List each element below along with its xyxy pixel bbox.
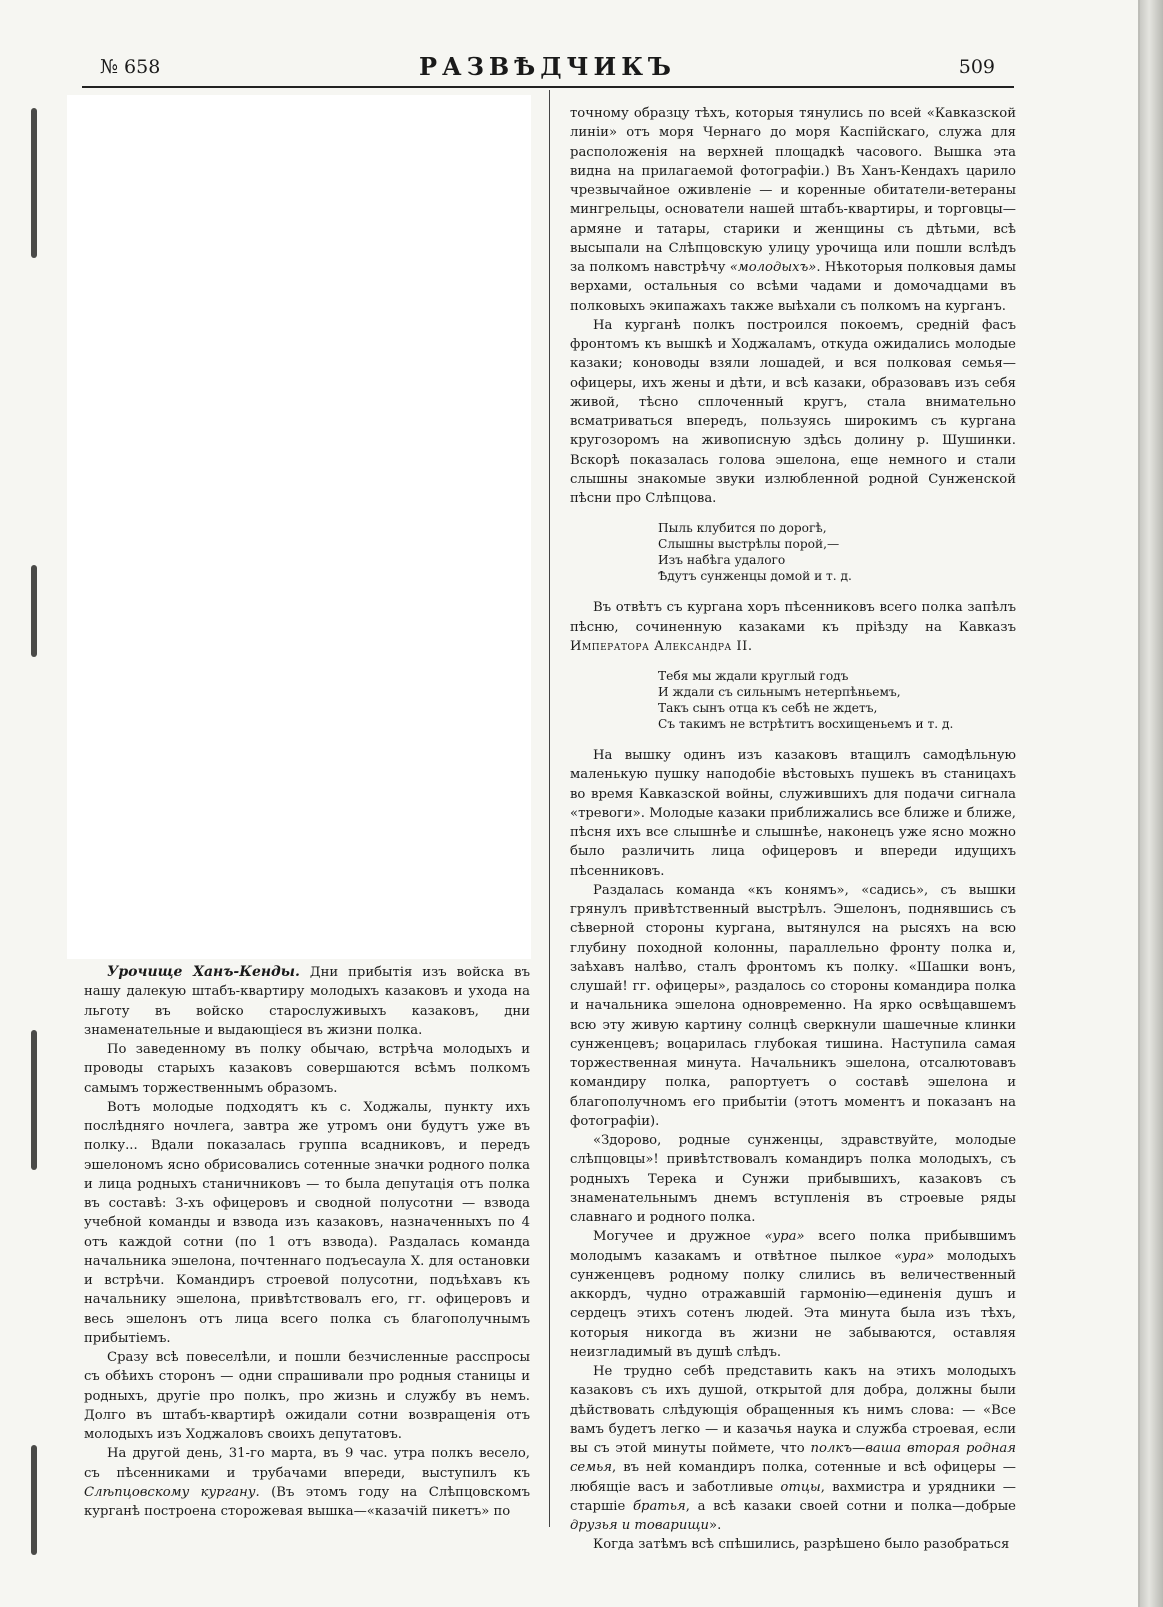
- verse-line: Слышны выстрѣлы порой,—: [658, 537, 840, 552]
- verse-line: Изъ набѣга удалого: [658, 553, 786, 568]
- smallcaps-text: Императора Александра II.: [570, 638, 753, 654]
- binding-mark: [31, 565, 37, 657]
- book-edge: [1140, 0, 1163, 1607]
- paragraph-text: , вахмистра и урядники — старшіе: [570, 1479, 1016, 1514]
- italic-text: «ура»: [894, 1248, 935, 1264]
- paragraph-text: . Нѣкоторыя полковыя дамы верхами, остальныя со всѣми чадами и домочадцами въ полковыхъ экипажахъ также выѣхали съ полкомъ на курганъ.: [570, 260, 1016, 314]
- paragraph: Когда затѣмъ всѣ спѣшились, разрѣшено было разобраться: [593, 1537, 1010, 1553]
- verse-line: Тебя мы ждали круглый годъ: [658, 669, 849, 683]
- paragraph: [570, 598, 1016, 656]
- paragraph-text: , а всѣ казаки своей сотни и полка—добрые: [685, 1498, 1016, 1514]
- italic-text: Слѣпцовскому кургану.: [84, 1484, 260, 1500]
- paragraph-text: , въ ней командиръ полка, сотенные и всѣ офицеры — любящіе васъ и заботливые: [570, 1460, 1016, 1495]
- journal-title: РАЗВѢДЧИКЪ: [418, 52, 677, 81]
- verse-block: [658, 668, 1016, 732]
- paragraph: Раздалась команда «къ конямъ», «садись», съ вышки грянулъ привѣтственный выстрѣлъ. Эшелонъ, поднявшись съ сѣверной стороны кургана, вытянулся на рысяхъ на всю глубину походной колонны, параллельно фронту полка и, заѣхавъ налѣво, сталъ фронтомъ къ полку. «Шашки вонъ, слушай! гг. офицеры», раздалось со стороны командира полка и начальника эшелона одновременно. На ярко освѣщавшемъ всю эту живую картину солнцѣ сверкнули шашечные клинки сунженцевъ; воцарилась глубокая тишина. Наступила самая торжественная минута. Начальникъ эшелона, отсалютовавъ командиру полка, рапортуетъ о составѣ эшелона и благополучномъ его прибытіи (этотъ моментъ и показанъ на фотографіи).: [570, 882, 1016, 1129]
- section-lead: Урочище Ханъ-Кенды.: [107, 964, 300, 980]
- paragraph-text: Дни прибытія изъ войска въ нашу далекую штабъ-квартиру молодыхъ казаковъ и ухода на льготу въ войско старослуживыхъ казаковъ, дни знаменательные и выдающіеся въ жизни полка.: [84, 965, 530, 1038]
- paragraph: [570, 1227, 1016, 1362]
- paragraph-text: молодыхъ сунженцевъ родному полку слились въ величественный аккордъ, чудно отражавшій гармонію—единенія душъ и сердецъ этихъ сотенъ людей. Эта минута была изъ тѣхъ, которыя никогда въ жизни не забываются, оставляя неизгладимый въ душѣ слѣдъ.: [570, 1248, 1016, 1360]
- paragraph-text: (Въ этомъ году на Слѣпцовскомъ курганѣ построена сторожевая вышка—«казачій пикетъ» по: [84, 1484, 531, 1519]
- left-column: [84, 963, 530, 1521]
- binding-mark: [31, 1030, 37, 1170]
- italic-text: отцы: [780, 1479, 821, 1495]
- paragraph: [84, 963, 530, 1040]
- verse-line: И ждали съ сильнымъ нетерпѣньемъ,: [658, 685, 901, 699]
- paragraph-text: Въ отвѣтъ съ кургана хоръ пѣсенниковъ всего полка запѣлъ пѣсню, сочиненную казаками къ пріѣзду на Кавказъ: [570, 600, 1016, 635]
- paragraph: Сразу всѣ повеселѣли, и пошли безчисленные расспросы съ обѣихъ сторонъ — одни спрашивали про родныя станицы и родныхъ, другіе про полкъ, про жизнь и службу въ немъ. Долго въ штабъ-квартирѣ ожидали сотни возвращенія отъ молодыхъ изъ Ходжаловъ своихъ депутатовъ.: [84, 1350, 530, 1442]
- paragraph: [570, 1362, 1016, 1535]
- paragraph-text: ».: [709, 1518, 722, 1533]
- paragraph: «Здорово, родные сунженцы, здравствуйте, молодые слѣпцовцы»! привѣтствовалъ командиръ полка молодыхъ, съ родныхъ Терека и Сунжи прибывшихъ, казаковъ съ знаменательнымъ днемъ вступленія въ строевые ряды славнаго и родного полка.: [570, 1133, 1016, 1225]
- binding-mark: [31, 1445, 37, 1555]
- paragraph: На курганѣ полкъ построился покоемъ, средній фасъ фронтомъ къ вышкѣ и Ходжаламъ, откуда ожидались молодые казаки; коноводы взяли лошадей, и вся полковая семья—офицеры, ихъ жены и дѣти, и всѣ казаки, образовавъ изъ себя живой, тѣсно сплоченный кругъ, стала внимательно всматриваться впередъ, пользуясь широкимъ съ кургана кругозоромъ на живописную здѣсь долину р. Шушинки. Вскорѣ показалась голова эшелона, еще немного и стали слышны знакомые звуки излюбленной родной Сунженской пѣсни про Слѣпцова.: [570, 317, 1016, 506]
- header-rule: [82, 86, 1014, 88]
- issue-number: № 658: [100, 56, 161, 78]
- page-number: 509: [958, 56, 995, 78]
- right-column: [570, 104, 1016, 1555]
- paragraph-text: Не трудно себѣ представить какъ на этихъ молодыхъ казаковъ съ ихъ душой, открытой для добра, должны были дѣйствовать слѣдующія обращенныя къ нимъ слова: — «Все вамъ будетъ легко — и казачья наука и служба строевая, если вы съ этой минуты поймете, что: [570, 1364, 1016, 1456]
- paragraph: По заведенному въ полку обычаю, встрѣча молодыхъ и проводы старыхъ казаковъ совершаются всѣмъ полкомъ самымъ торжественнымъ образомъ.: [84, 1042, 530, 1096]
- verse-line: Ѣдутъ сунженцы домой и т. д.: [658, 569, 852, 584]
- italic-text: полкъ—ваша вторая родная семья: [570, 1441, 1016, 1476]
- binding-mark: [31, 108, 37, 258]
- paragraph: [84, 1444, 530, 1521]
- paragraph-text: Могучее и дружное: [593, 1229, 765, 1245]
- italic-text: «ура»: [764, 1229, 805, 1245]
- column-divider: [549, 90, 550, 1527]
- paragraph-text: На другой день, 31-го марта, въ 9 час. утра полкъ весело, съ пѣсенниками и трубачами впереди, выступилъ къ: [84, 1446, 530, 1481]
- paragraph: На вышку одинъ изъ казаковъ втащилъ самодѣльную маленькую пушку наподобіе вѣстовыхъ пушекъ въ станицахъ во время Кавказской войны, служившихъ для подачи сигнала «тревоги». Молодые казаки приближались все ближе и ближе, пѣсня ихъ все слышнѣе и слышнѣе, наконецъ уже ясно можно было различить лица офицеровъ и впереди идущихъ пѣсенниковъ.: [570, 748, 1016, 879]
- page-header: [80, 50, 1015, 88]
- photo-placeholder: [67, 95, 531, 959]
- italic-text: «молодыхъ»: [729, 260, 817, 275]
- verse-line: Такъ сынъ отца къ себѣ не ждетъ,: [658, 701, 878, 715]
- paragraph: [570, 104, 1016, 316]
- verse-line: Пыль клубится по дорогѣ,: [658, 521, 827, 536]
- verse-block: [658, 520, 1016, 584]
- italic-text: братья: [632, 1498, 686, 1514]
- verse-line: Съ такимъ не встрѣтитъ восхищеньемъ и т. д.: [658, 717, 954, 731]
- paragraph-text: точному образцу тѣхъ, которыя тянулись по всей «Кавказской линіи» отъ моря Чернаго до моря Каспійскаго, служа для расположенія на верхней площадкѣ часового. Вышка эта видна на прилагаемой фотографіи.) Въ Ханъ-Кендахъ царило чрезвычайное оживленіе — и коренные обитатели-ветераны мингрельцы, основатели нашей штабъ-квартиры, и торговцы—армяне и татары, старики и женщины съ дѣтьми, всѣ высыпали на Слѣпцовскую улицу урочища или пошли вслѣдъ за полкомъ навстрѣчу: [570, 106, 1016, 275]
- paragraph: Вотъ молодые подходятъ къ с. Ходжалы, пункту ихъ послѣдняго ночлега, завтра же утромъ они будутъ уже въ полку... Вдали показалась группа всадниковъ, и передъ эшелономъ ясно обрисовались сотенные значки родного полка и лица родныхъ станичниковъ — то была депутація отъ полка въ составѣ: 3-хъ офицеровъ и сводной полусотни — взвода учебной команды и взвода изъ казаковъ, назначенныхъ по 4 отъ каждой сотни (по 1 отъ взвода). Раздалась команда начальника эшелона, почтеннаго подъесаула Х. для остановки и встрѣчи. Командиръ строевой полусотни, подъѣхавъ къ начальнику эшелона, привѣтствовалъ его, гг. офицеровъ и весь эшелонъ отъ лица всего полка съ благополучнымъ прибытіемъ.: [84, 1099, 530, 1346]
- italic-text: друзья и товарищи: [570, 1518, 710, 1533]
- paragraph-text: всего полка прибывшимъ молодымъ казакамъ и отвѣтное пылкое: [570, 1229, 1016, 1264]
